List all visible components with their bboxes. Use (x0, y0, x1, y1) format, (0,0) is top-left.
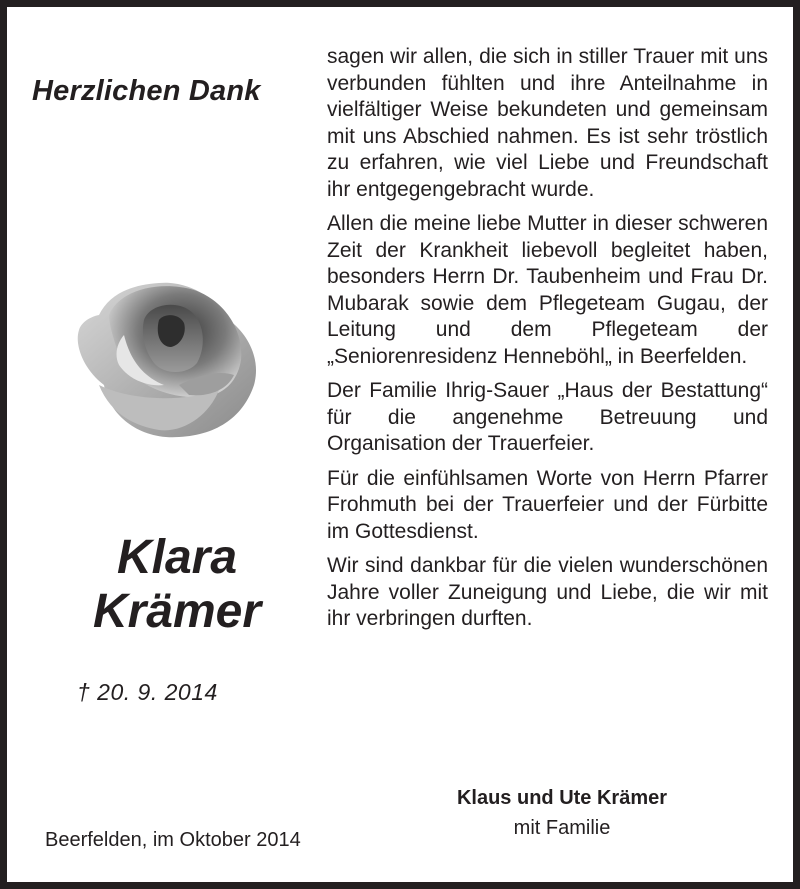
deceased-first-name: Klara (116, 531, 238, 584)
paragraph: Der Familie Ihrig-Sauer „Haus der Bestattung“ für die angenehme Betreuung und Organisation der Trauerfeier. (327, 379, 768, 455)
deceased-last-name: Krämer (92, 585, 262, 638)
rose-image (69, 275, 259, 443)
place-date: Beerfelden, im Oktober 2014 (45, 829, 301, 851)
signer-family: mit Familie (513, 817, 611, 839)
heading: Herzlichen Dank (32, 75, 261, 107)
paragraph: Wir sind dankbar für die vielen wunderschönen Jahre voller Zuneigung und Liebe, die wir mit ihr verbringen durften. (327, 554, 768, 630)
deceased-name (37, 531, 317, 639)
paragraph: sagen wir allen, die sich in stiller Trauer mit uns verbunden fühlten und ihre Anteilnahme in vielfältiger Weise bekundeten und gemeinsam mit uns Abschied nahmen. Es ist sehr tröstlich zu erfahren, wie viel Liebe und Freundschaft ihr entgegengebracht wurde. (327, 45, 768, 201)
signers (407, 783, 717, 843)
obituary-notice (7, 7, 793, 882)
signer-names: Klaus und Ute Krämer (456, 787, 668, 809)
paragraph: Für die einfühlsamen Worte von Herrn Pfarrer Frohmuth bei der Trauerfeier und der Fürbitte im Gottesdienst. (327, 466, 768, 543)
paragraph: Allen die meine liebe Mutter in dieser schweren Zeit der Krankheit liebevoll begleitet haben, besonders Herrn Dr. Taubenheim und Frau Dr. Mubarak sowie dem Pflegeteam Gugau, der Leitung und dem Pflegeteam der „Seniorenresidenz Henneböhl„ in Beerfelden. (327, 212, 768, 368)
death-date: † 20. 9. 2014 (77, 679, 218, 705)
thanks-text (327, 44, 768, 641)
